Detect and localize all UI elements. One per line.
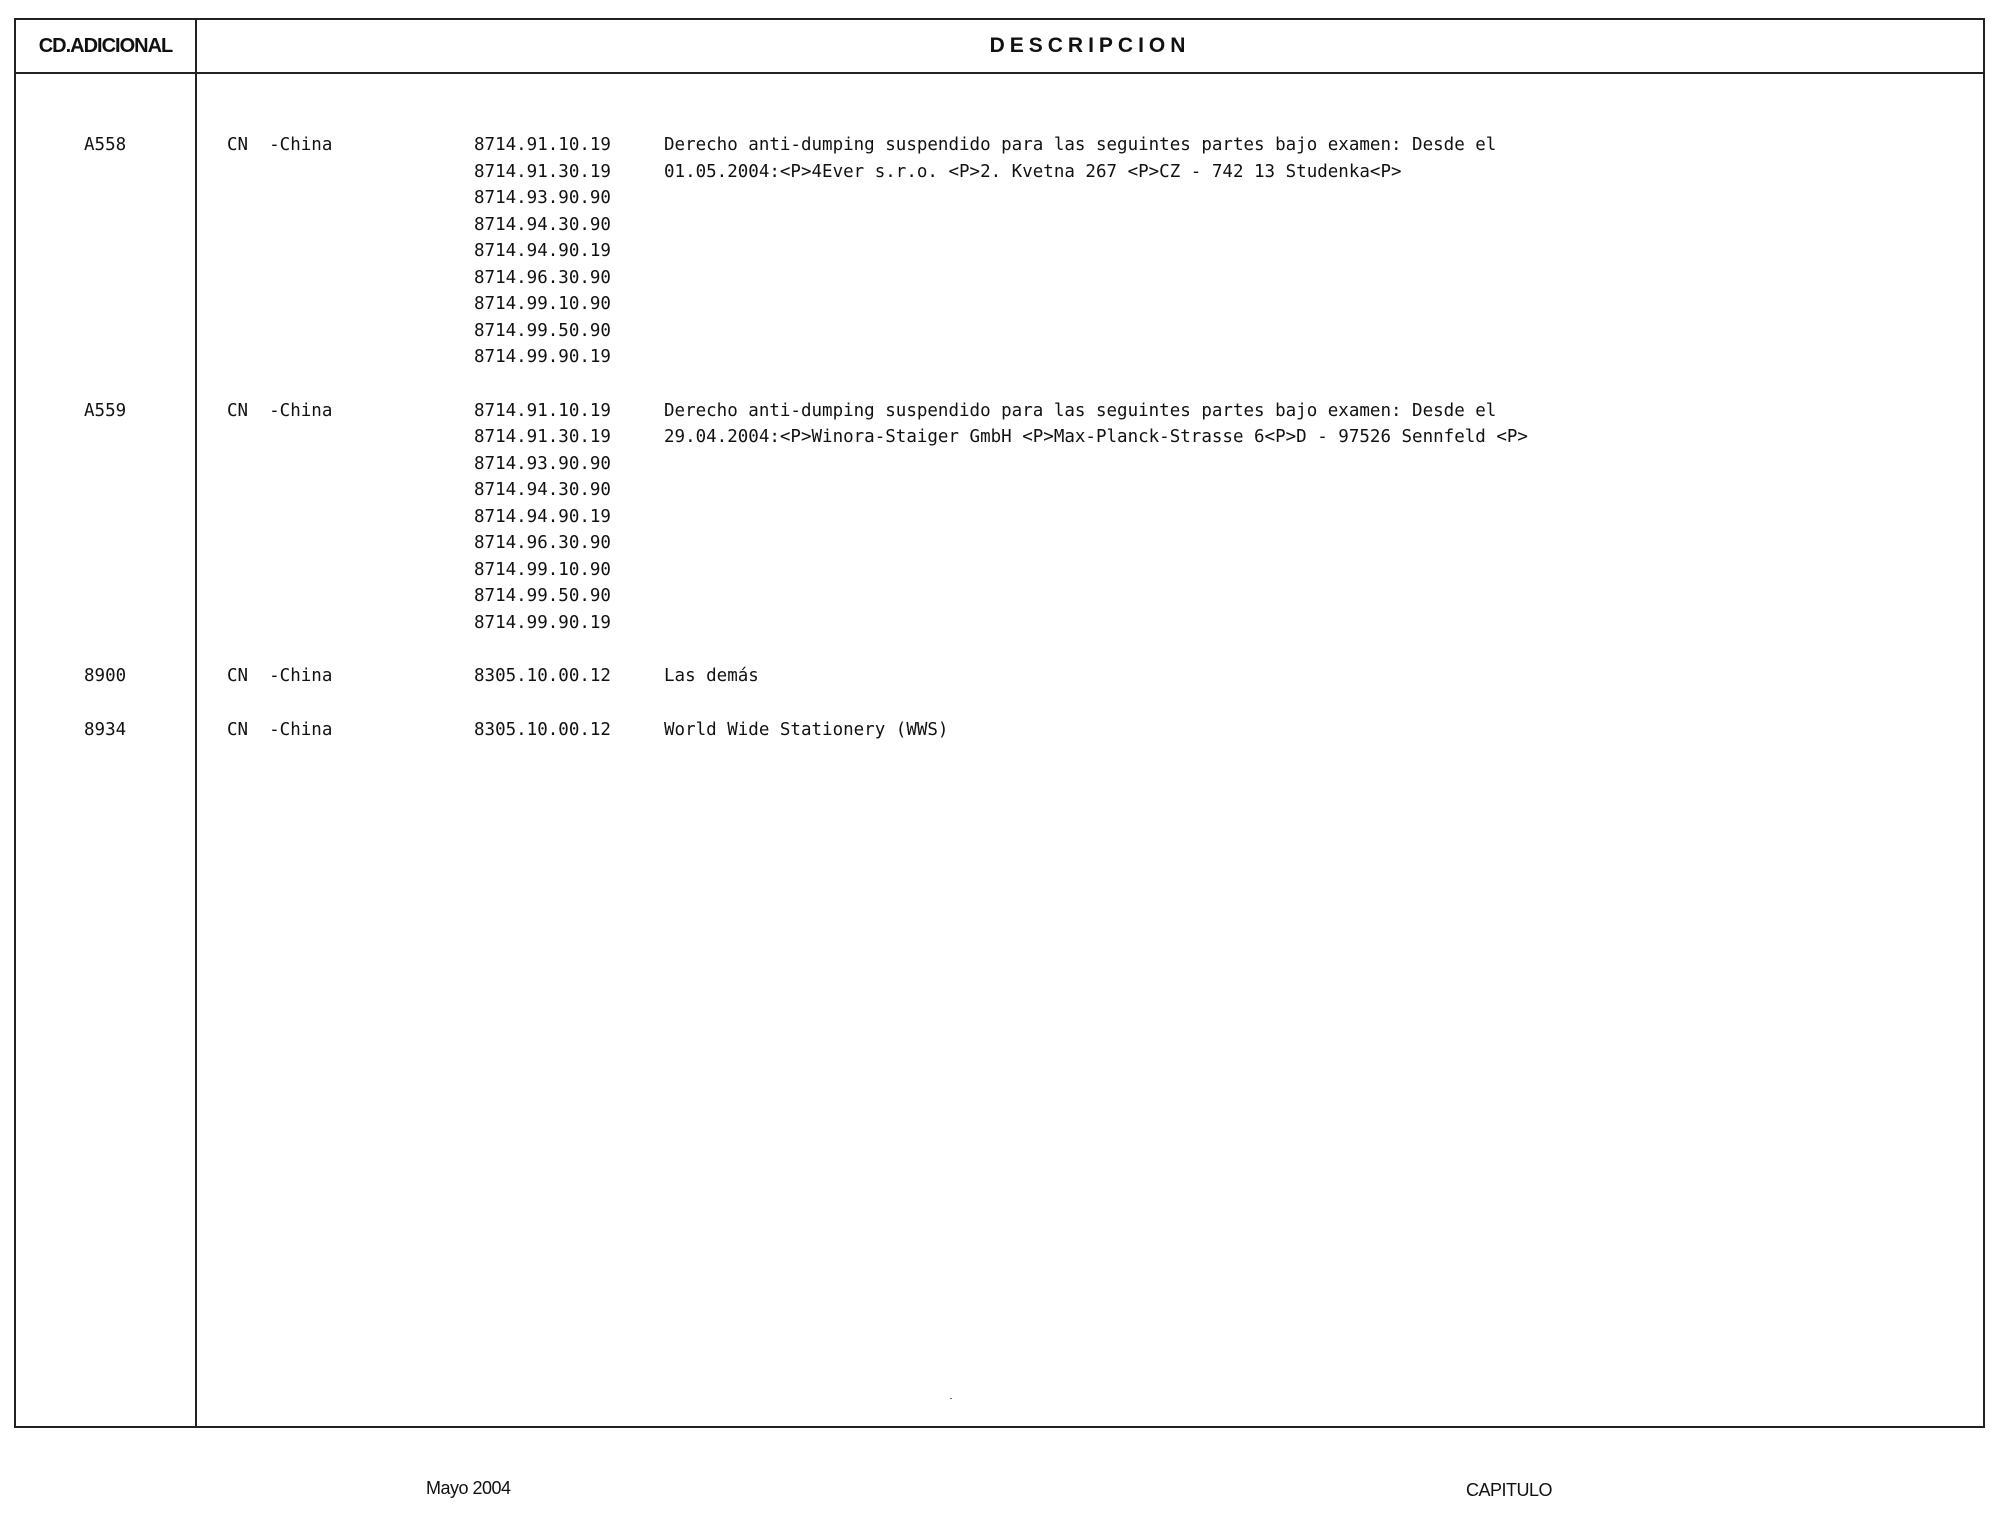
entry-tariff-list	[474, 663, 634, 690]
footer-date: Mayo 2004	[426, 1478, 511, 1498]
entries-list	[16, 132, 1983, 770]
entry-tariff-list	[474, 398, 634, 637]
tariff-code: 8714.99.10.90	[474, 559, 611, 580]
entry-code: A558	[84, 135, 127, 155]
entry-code: 8934	[84, 719, 127, 740]
document-table	[14, 18, 1985, 1428]
header-divider	[16, 72, 1983, 74]
footer-chapter: CAPITULO	[1466, 1480, 1553, 1500]
header-description-column: DESCRIPCION	[989, 34, 1191, 57]
entry-country: CN -China	[227, 400, 333, 421]
entry-description: Las demás	[664, 666, 759, 686]
entry-row	[16, 717, 1983, 744]
tariff-code: 8714.99.50.90	[474, 586, 611, 606]
tariff-code: 8714.91.10.19	[474, 400, 611, 421]
entry-row	[16, 398, 1983, 637]
entry-tariff-list	[474, 717, 634, 744]
tariff-code: 8305.10.00.12	[474, 666, 611, 686]
tariff-code: 8714.94.30.90	[474, 214, 611, 235]
tariff-code: 8714.91.30.19	[474, 161, 611, 182]
entry-row	[16, 132, 1983, 371]
entry-description: World Wide Stationery (WWS)	[664, 719, 949, 740]
tariff-code: 8714.99.90.19	[474, 347, 611, 367]
tariff-code: 8714.99.10.90	[474, 294, 611, 314]
entry-country: CN -China	[227, 719, 333, 740]
tariff-code: 8714.99.50.90	[474, 320, 611, 341]
tariff-code: 8714.94.90.19	[474, 241, 611, 261]
entry-description: Derecho anti-dumping suspendido para las seguintes partes bajo examen: Desde el 29.04.2004:<P>Winora-Staiger GmbH <P>Max-Planck-Strasse 6<P>D - 97526 Sennfeld <P>	[664, 400, 1528, 447]
entry-code: 8900	[84, 666, 127, 686]
tariff-code: 8714.91.30.19	[474, 427, 611, 447]
entry-country: CN -China	[227, 666, 333, 686]
tariff-code: 8714.94.30.90	[474, 480, 611, 500]
tariff-code: 8714.99.90.19	[474, 612, 611, 633]
tariff-code: 8305.10.00.12	[474, 719, 611, 740]
entry-code: A559	[84, 400, 127, 421]
tariff-code: 8714.91.10.19	[474, 135, 611, 155]
entry-country: CN -China	[227, 135, 333, 155]
entry-description: Derecho anti-dumping suspendido para las seguintes partes bajo examen: Desde el 01.05.2004:<P>4Ever s.r.o. <P>2. Kvetna 267 <P>CZ - 742 13 Studenka<P>	[664, 135, 1497, 182]
tariff-code: 8714.93.90.90	[474, 188, 611, 208]
scan-speck	[950, 1398, 952, 1399]
tariff-code: 8714.94.90.19	[474, 506, 611, 527]
header-code-column: CD.ADICIONAL	[38, 34, 173, 57]
tariff-code: 8714.96.30.90	[474, 533, 611, 553]
tariff-code: 8714.96.30.90	[474, 267, 611, 288]
entry-tariff-list	[474, 132, 634, 371]
entry-row	[16, 663, 1983, 690]
tariff-code: 8714.93.90.90	[474, 453, 611, 474]
